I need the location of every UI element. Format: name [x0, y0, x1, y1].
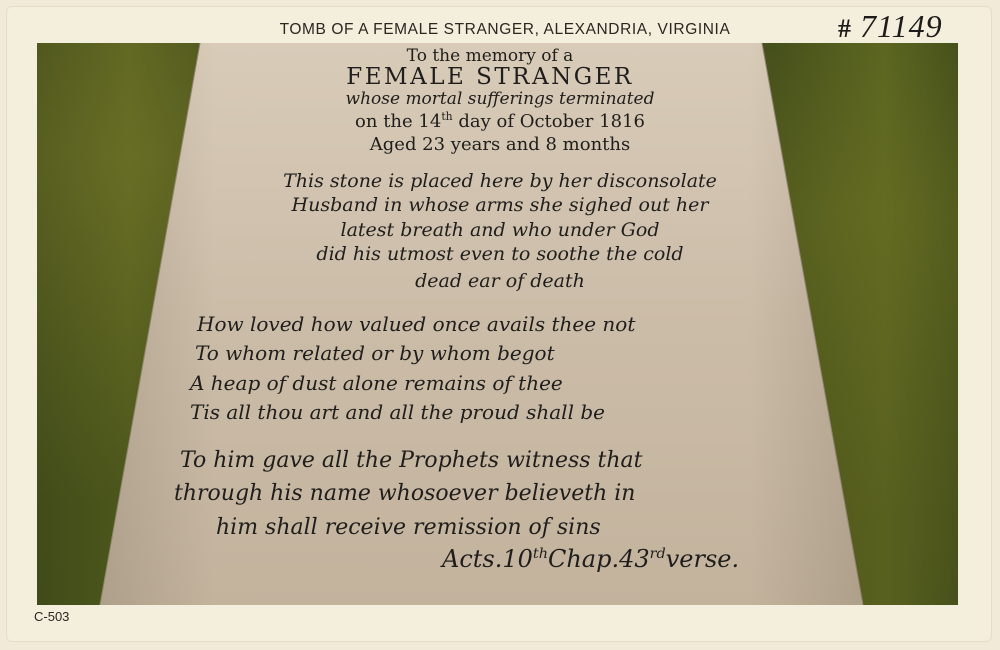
paragraph-line: Husband in whose arms she sighed out her: [291, 194, 709, 216]
scripture-line: To him gave all the Prophets witness that: [180, 448, 643, 473]
scripture-line: through his name whosoever believeth in: [174, 481, 636, 506]
citation-book: Acts.10: [442, 545, 533, 573]
scripture-citation: [442, 545, 739, 573]
inscription-line-4-b: day of October 1816: [458, 111, 645, 132]
inscription-line-1: To the memory of a: [406, 46, 574, 66]
inscription-line-3: whose mortal sufferings terminated: [345, 89, 655, 109]
archive-number: 71149: [860, 8, 943, 44]
postcard-title: TOMB OF A FEMALE STRANGER, ALEXANDRIA, VIRGINIA: [279, 21, 731, 38]
citation-sup-1: th: [532, 546, 548, 562]
poem-line: To whom related or by whom begot: [195, 341, 555, 365]
hash-mark: #: [838, 14, 852, 43]
inscription-line-4-a: on the 14: [355, 111, 442, 132]
scripture-line: him shall receive remission of sins: [216, 515, 601, 540]
inscription-line-2: FEMALE STRANGER: [346, 64, 634, 90]
paragraph-line: did his utmost even to soothe the cold: [316, 243, 684, 265]
inscription-line-4-sup: th: [441, 110, 453, 123]
citation-chapter: Chap.43: [547, 545, 650, 573]
citation-sup-2: rd: [649, 546, 666, 562]
poem-line: Tis all thou art and all the proud shall be: [190, 400, 605, 424]
paragraph-line: latest breath and who under God: [340, 219, 660, 241]
paragraph-line: This stone is placed here by her disconsolate: [283, 170, 717, 192]
inscription-line-4: [130, 111, 870, 132]
citation-verse: verse.: [665, 545, 740, 573]
poem-line: A heap of dust alone remains of thee: [190, 371, 563, 395]
poem-line: How loved how valued once avails thee not: [197, 312, 636, 336]
paragraph-line: dead ear of death: [415, 270, 585, 292]
catalog-code: C-503: [34, 609, 70, 624]
inscription-line-5: Aged 23 years and 8 months: [369, 134, 631, 155]
handwritten-number: [838, 8, 943, 45]
